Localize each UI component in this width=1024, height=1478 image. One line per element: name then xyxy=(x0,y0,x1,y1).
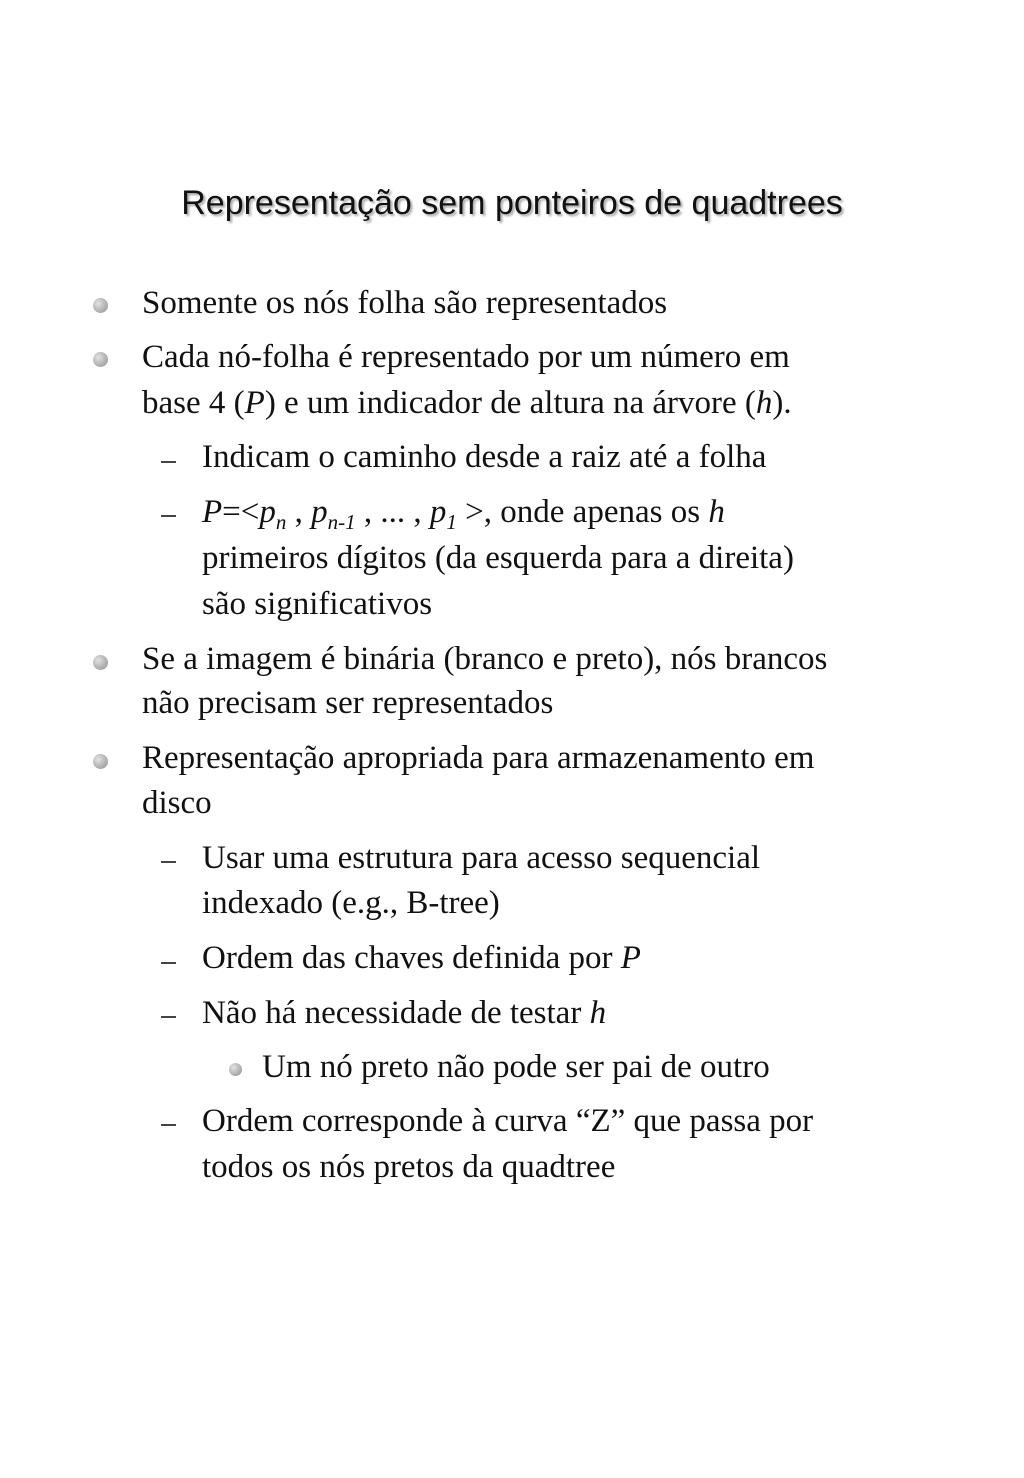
bullet-text-continuation xyxy=(142,680,553,726)
math-variable: h xyxy=(708,494,725,530)
sub-bullet-dash-icon xyxy=(161,1016,176,1018)
math-subscript: n xyxy=(275,510,287,534)
bullet-text-continuation xyxy=(142,780,212,826)
text-line: todos os nós pretos da quadtree xyxy=(202,1149,616,1185)
math-variable: p xyxy=(259,494,276,530)
text-fragment: ). xyxy=(772,385,792,421)
math-variable: h xyxy=(755,385,773,421)
bullet-text xyxy=(142,636,827,682)
bullet-text xyxy=(142,334,790,380)
sub-bullet-text xyxy=(202,1098,813,1144)
sub-bullet-text-continuation xyxy=(202,581,432,627)
sub-bullet-text xyxy=(202,990,606,1036)
text-line: Representação apropriada para armazenamento em xyxy=(142,740,815,776)
sub-sub-bullet-text xyxy=(262,1044,770,1090)
text-fragment: , onde apenas os xyxy=(483,494,709,530)
text-fragment: , ... , xyxy=(355,494,430,530)
math-variable: P xyxy=(620,940,641,976)
sub-sub-bullet-dot-icon xyxy=(229,1063,242,1076)
text-line: não precisam ser representados xyxy=(142,685,554,721)
text-line: Ordem corresponde à curva “Z” que passa por xyxy=(202,1103,814,1139)
text-fragment: base 4 ( xyxy=(142,385,245,421)
sub-bullet-text xyxy=(202,489,725,535)
text-fragment: , xyxy=(286,494,312,530)
text-fragment: > xyxy=(456,494,484,530)
sub-bullet-dash-icon xyxy=(161,515,176,517)
text-fragment: ) e um indicador de altura na árvore ( xyxy=(264,385,756,421)
text-line: Um nó preto não pode ser pai de outro xyxy=(262,1049,770,1085)
sub-bullet-dash-icon xyxy=(161,962,176,964)
sub-bullet-dash-icon xyxy=(161,861,176,863)
text-line: Cada nó-folha é representado por um número em xyxy=(142,339,790,375)
bullet-text-continuation xyxy=(142,380,792,426)
text-line: Usar uma estrutura para acesso sequencial xyxy=(202,840,761,876)
text-line: indexado (e.g., B-tree) xyxy=(202,885,500,921)
text-line: Se a imagem é binária (branco e preto), nós brancos xyxy=(142,641,828,677)
bullet-dot-icon xyxy=(93,754,108,769)
text-fragment: Ordem das chaves definida por xyxy=(202,940,621,976)
text-line: disco xyxy=(142,785,212,821)
text-fragment: Não há necessidade de testar xyxy=(202,995,590,1031)
bullet-dot-icon xyxy=(93,298,108,313)
bullet-dot-icon xyxy=(93,352,108,367)
math-variable: P xyxy=(244,385,265,421)
math-variable: h xyxy=(589,995,607,1031)
sub-bullet-text-continuation xyxy=(202,1144,615,1190)
text-fragment: =< xyxy=(222,494,260,530)
text-line: Somente os nós folha são representados xyxy=(142,285,668,321)
sub-bullet-text xyxy=(202,835,760,881)
math-subscript: n-1 xyxy=(327,510,356,534)
sub-bullet-text-continuation xyxy=(202,535,794,581)
math-variable: p xyxy=(429,494,447,530)
text-line: são significativos xyxy=(202,586,433,622)
slide-title: Representação sem ponteiros de quadtrees xyxy=(181,184,843,222)
sub-bullet-text xyxy=(202,434,766,480)
sub-bullet-text xyxy=(202,935,641,981)
text-line: primeiros dígitos (da esquerda para a direita) xyxy=(202,540,794,576)
bullet-text xyxy=(142,735,814,781)
sub-bullet-dash-icon xyxy=(161,461,176,463)
math-variable: P xyxy=(202,494,223,530)
math-subscript: 1 xyxy=(446,510,457,534)
text-line: Indicam o caminho desde a raiz até a folha xyxy=(202,439,767,475)
math-variable: p xyxy=(311,494,328,530)
sub-bullet-dash-icon xyxy=(161,1124,176,1126)
bullet-text xyxy=(142,280,667,326)
bullet-dot-icon xyxy=(93,655,108,670)
sub-bullet-text-continuation xyxy=(202,880,500,926)
